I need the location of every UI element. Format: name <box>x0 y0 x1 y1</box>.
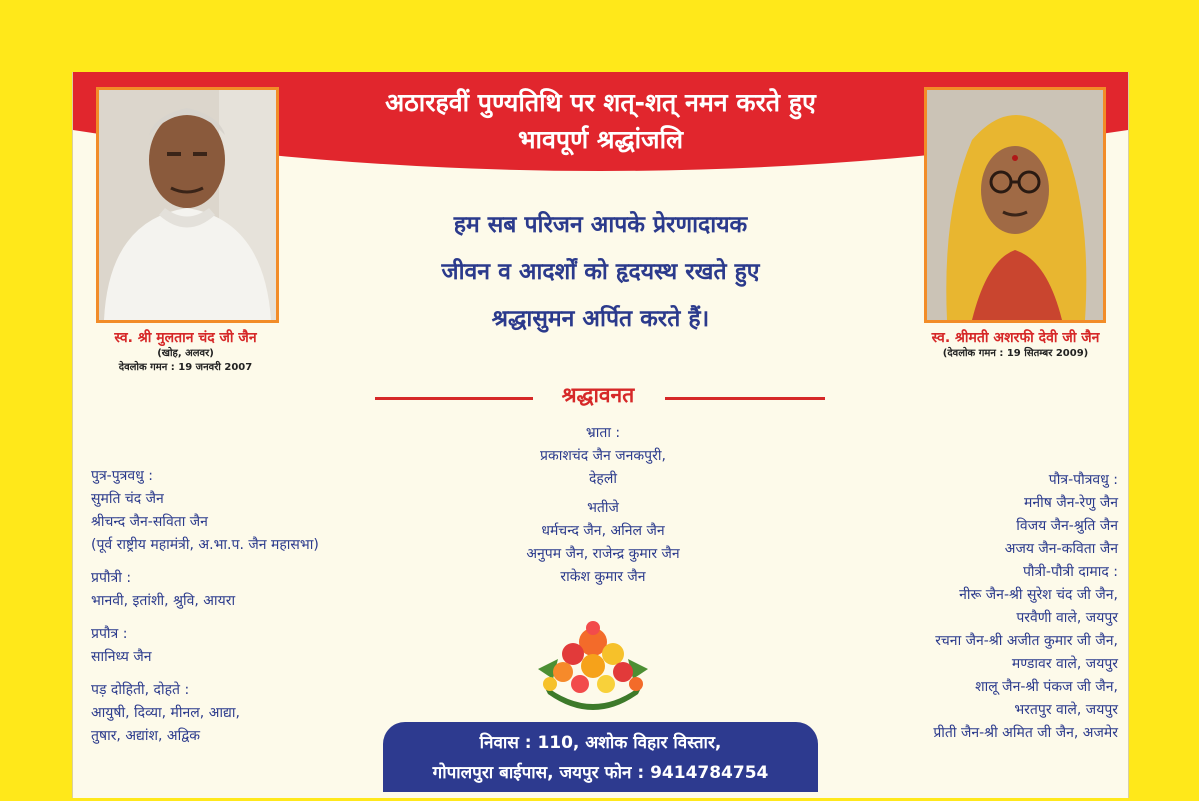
woman-portrait-icon <box>927 90 1103 320</box>
granddaughters-line-1: नीरू जैन-श्री सुरेश चंद जी जैन, <box>959 587 1118 603</box>
brother-label: भ्राता : <box>585 425 621 441</box>
right-person-death-date: (देवलोक गमन : 19 सितम्बर 2009) <box>942 348 1089 359</box>
divider-title: श्रद्धावनत <box>561 383 635 407</box>
great-grand-kids-line-1: आयुषी, दिव्या, मीनल, आद्या, <box>91 705 240 721</box>
divider-line-right <box>665 397 825 400</box>
granddaughters-line-3: रचना जैन-श्री अजीत कुमार जी जैन, <box>935 633 1118 649</box>
center-family-list <box>463 422 743 589</box>
nephews-label: भतीजे <box>587 500 619 516</box>
address-line-1: निवास : 110, अशोक विहार विस्तार, <box>479 733 722 753</box>
divider-line-left <box>375 397 533 400</box>
flower-bouquet-icon <box>528 614 658 719</box>
granddaughters-label: पौत्री-पौत्री दामाद : <box>1022 564 1118 580</box>
tribute-card <box>72 72 1129 798</box>
great-granddaughters-label: प्रपौत्री : <box>91 570 132 586</box>
left-person-caption <box>73 328 298 375</box>
great-grandson-label: प्रपौत्र : <box>91 626 128 642</box>
man-portrait-icon <box>99 90 276 320</box>
grandsons-line-3: अजय जैन-कविता जैन <box>1004 541 1118 557</box>
message-line-1: हम सब परिजन आपके प्रेरणादायक <box>453 212 748 238</box>
portrait-photo-right <box>924 87 1106 323</box>
sons-label: पुत्र-पुत्रवधु : <box>91 468 153 484</box>
brother-line-1: प्रकाशचंद जैन जनकपुरी, <box>540 448 666 464</box>
banner-line-1: अठारहवीं पुण्यतिथि पर शत्-शत् नमन करते हुए <box>385 88 816 117</box>
granddaughters-line-2: परवैणी वाले, जयपुर <box>1016 610 1118 626</box>
great-grand-kids-label: पड़ दोहिती, दोहते : <box>91 682 190 698</box>
left-family-list <box>91 465 451 748</box>
nephews-line-2: अनुपम जैन, राजेन्द्र कुमार जैन <box>526 546 680 562</box>
granddaughters-line-5: शालू जैन-श्री पंकज जी जैन, <box>975 679 1118 695</box>
banner-line-2: भावपूर्ण श्रद्धांजलि <box>517 125 684 154</box>
left-person-name: स्व. श्री मुलतान चंद जी जैन <box>114 330 257 346</box>
granddaughters-line-4: मण्डावर वाले, जयपुर <box>1011 656 1118 672</box>
granddaughters-line-7: प्रीती जैन-श्री अमित जी जैन, अजमेर <box>933 725 1118 741</box>
portrait-photo-left <box>96 87 279 323</box>
left-person-death-date: देवलोक गमन : 19 जनवरी 2007 <box>118 362 253 373</box>
nephews-line-3: राकेश कुमार जैन <box>560 569 646 585</box>
tribute-message <box>323 202 878 343</box>
brother-line-2: देहली <box>589 471 617 487</box>
address-line-2: गोपालपुरा बाईपास, जयपुर फोन : 9414784754 <box>432 763 769 783</box>
great-grandson-name: सानिध्य जैन <box>91 649 152 665</box>
grandsons-line-2: विजय जैन-श्रुति जैन <box>1016 518 1118 534</box>
sons-line-2: श्रीचन्द जैन-सविता जैन <box>91 514 208 530</box>
grandsons-label: पौत्र-पौत्रवधु : <box>1048 472 1118 488</box>
great-grand-kids-line-2: तुषार, अद्यांश, अद्विक <box>91 728 201 744</box>
granddaughters-line-6: भरतपुर वाले, जयपुर <box>1014 702 1118 718</box>
left-person-place: (खोह, अलवर) <box>157 348 214 359</box>
message-line-3: श्रद्धासुमन अर्पित करते हैं। <box>491 306 710 332</box>
right-family-list <box>818 469 1118 745</box>
right-person-name: स्व. श्रीमती अशरफी देवी जी जैन <box>931 330 1100 346</box>
sons-line-3: (पूर्व राष्ट्रीय महामंत्री, अ.भा.प. जैन महासभा) <box>91 537 319 553</box>
great-granddaughters-names: भानवी, इतांशी, श्रुवि, आयरा <box>91 593 236 609</box>
address-footer <box>383 722 818 792</box>
message-line-2: जीवन व आदर्शों को हृदयस्थ रखते हुए <box>441 259 760 285</box>
sons-line-1: सुमति चंद जैन <box>91 491 164 507</box>
banner-title <box>293 84 908 158</box>
nephews-line-1: धर्मचन्द जैन, अनिल जैन <box>541 523 665 539</box>
right-person-caption <box>903 328 1128 361</box>
grandsons-line-1: मनीष जैन-रेणु जैन <box>1024 495 1118 511</box>
